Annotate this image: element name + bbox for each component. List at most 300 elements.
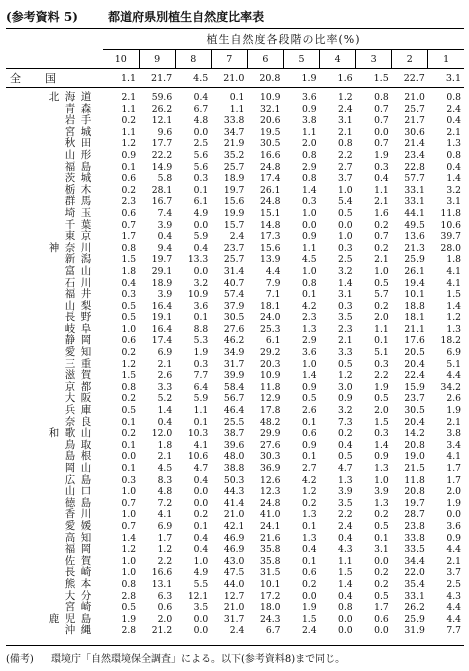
table-cell: 18.8 <box>404 300 425 312</box>
prefecture-char: 山 <box>80 264 92 277</box>
table-cell: 4.4 <box>446 613 461 625</box>
prefecture-char: 梨 <box>80 299 92 312</box>
table-cell: 0.2 <box>301 578 317 590</box>
footnote-text: 環境庁「自然環境保全調査」による。以下(参考資料8)まで同じ。 <box>51 654 346 665</box>
prefecture-char <box>48 440 60 452</box>
table-cell: 27.6 <box>223 323 245 335</box>
table-cell: 26.1 <box>404 265 425 277</box>
prefecture-char: 取 <box>80 438 92 451</box>
prefecture-char <box>48 625 60 637</box>
table-cell: 2.4 <box>301 625 317 637</box>
prefecture-char: 島 <box>80 496 92 509</box>
prefecture-char: 形 <box>80 148 92 161</box>
table-cell: 5.8 <box>157 173 173 185</box>
table-cell: 0.9 <box>121 149 137 161</box>
table-cell: 1.4 <box>157 405 173 417</box>
table-cell: 3.9 <box>374 486 389 498</box>
table-cell: 3.1 <box>374 544 389 556</box>
prefecture-char: 愛 <box>64 519 76 532</box>
table-cell: 2.3 <box>301 312 317 324</box>
national-value: 21.0 <box>211 69 247 88</box>
prefecture-char: 埼 <box>64 206 76 219</box>
table-cell: 0.2 <box>338 428 353 440</box>
table-cell: 4.5 <box>157 463 173 474</box>
table-cell: 1.4 <box>301 184 317 196</box>
table-cell: 0.7 <box>374 103 389 115</box>
table-cell: 1.3 <box>374 497 389 509</box>
table-cell: 3.0 <box>338 381 353 393</box>
column-header-7: 7 <box>211 50 247 69</box>
table-cell: 0.6 <box>301 567 317 579</box>
table-cell: 1.9 <box>446 405 461 417</box>
table-cell: 0.7 <box>374 138 389 150</box>
value-column-4 <box>320 88 356 646</box>
table-cell: 1.9 <box>374 149 389 161</box>
prefecture-char: 知 <box>80 346 92 359</box>
table-cell: 38.8 <box>223 463 245 474</box>
footnote <box>6 650 345 665</box>
table-cell: 5.3 <box>193 335 209 347</box>
table-cell: 2.0 <box>157 613 173 625</box>
prefecture-char: 沖 <box>64 624 76 637</box>
table-cell: 17.7 <box>151 138 173 150</box>
table-cell: 0.2 <box>121 115 137 127</box>
table-cell: 3.3 <box>157 381 173 393</box>
table-cell: 2.0 <box>374 312 389 324</box>
table-cell: 0.1 <box>301 520 317 532</box>
table-cell: 0.0 <box>301 219 317 231</box>
table-cell: 32.1 <box>260 103 281 115</box>
table-cell: 3.2 <box>446 184 461 196</box>
table-cell: 25.7 <box>223 254 245 266</box>
prefecture-char <box>48 115 60 127</box>
table-cell: 0.8 <box>121 242 137 254</box>
table-cell: 2.6 <box>446 393 461 405</box>
table-cell: 1.5 <box>121 370 137 382</box>
prefecture-char <box>48 173 60 185</box>
table-cell: 2.2 <box>157 555 173 567</box>
table-cell: 0.3 <box>338 242 353 254</box>
table-cell: 5.9 <box>193 231 209 243</box>
table-cell: 25.7 <box>404 103 425 115</box>
table-cell: 39.6 <box>223 439 245 451</box>
table-cell: 31.7 <box>223 358 245 370</box>
table-cell: 0.1 <box>121 439 137 451</box>
table-cell: 46.2 <box>223 335 245 347</box>
table-cell: 1.4 <box>301 370 317 382</box>
prefecture-char <box>48 359 60 371</box>
prefecture-char: 井 <box>80 288 92 301</box>
table-cell: 1.0 <box>301 207 317 219</box>
table-cell: 5.9 <box>193 393 209 405</box>
value-column-9 <box>139 88 175 646</box>
table-cell: 0.0 <box>374 555 389 567</box>
table-cell: 0.9 <box>301 439 317 451</box>
prefecture-char: 奈 <box>64 415 76 428</box>
table-cell: 0.7 <box>121 520 137 532</box>
table-cell: 4.4 <box>446 544 461 556</box>
table-cell: 18.9 <box>151 277 173 289</box>
table-cell: 1.9 <box>301 602 317 614</box>
table-cell: 25.9 <box>404 254 425 266</box>
table-cell: 0.8 <box>121 381 137 393</box>
table-cell: 1.1 <box>301 242 317 254</box>
prefecture-char: 山 <box>64 299 76 312</box>
prefecture-char <box>48 104 60 116</box>
table-cell: 36.9 <box>260 463 281 474</box>
prefecture-char: 本 <box>80 577 92 590</box>
table-cell: 0.3 <box>374 358 389 370</box>
table-cell: 1.4 <box>121 532 137 544</box>
column-header-3: 3 <box>356 50 392 69</box>
table-cell: 2.6 <box>157 370 173 382</box>
table-cell: 24.8 <box>260 161 281 173</box>
prefecture-char <box>48 150 60 162</box>
prefecture-char: 京 <box>64 380 76 393</box>
table-cell: 23.4 <box>404 149 425 161</box>
table-cell: 0.1 <box>121 416 137 428</box>
table-cell: 10.9 <box>260 92 281 103</box>
table-cell: 0.1 <box>121 463 137 474</box>
prefecture-char: 賀 <box>80 554 92 567</box>
prefecture-char: 石 <box>64 276 76 289</box>
table-cell: 2.1 <box>338 335 353 347</box>
table-cell: 8.8 <box>193 323 209 335</box>
table-cell: 33.5 <box>404 544 425 556</box>
table-cell: 34.7 <box>223 126 245 138</box>
table-cell: 1.3 <box>301 323 317 335</box>
table-cell: 1.2 <box>121 544 137 556</box>
table-cell: 38.7 <box>223 428 245 440</box>
table-cell: 0.5 <box>121 300 137 312</box>
page-title: 都道府県別植生自然度比率表 <box>108 10 265 24</box>
prefecture-char <box>48 405 60 417</box>
table-cell: 35.2 <box>223 149 245 161</box>
table-cell: 21.1 <box>404 323 425 335</box>
prefecture-char <box>48 370 60 382</box>
table-cell: 1.0 <box>301 358 317 370</box>
footnote-label: (備考) <box>6 654 34 665</box>
table-cell: 1.7 <box>157 532 173 544</box>
table-cell: 44.3 <box>223 486 245 498</box>
table-cell: 3.1 <box>446 196 461 208</box>
table-cell: 12.7 <box>223 590 245 602</box>
table-cell: 5.1 <box>374 347 389 359</box>
table-cell: 41.0 <box>260 509 281 521</box>
table-cell: 18.1 <box>260 300 281 312</box>
prefecture-char <box>48 185 60 197</box>
table-cell: 39.7 <box>440 231 461 243</box>
value-column-6 <box>247 88 283 646</box>
table-cell: 3.9 <box>157 289 173 301</box>
prefecture-char: 滋 <box>64 369 76 382</box>
table-cell: 1.3 <box>301 509 317 521</box>
prefecture-char: 賀 <box>80 369 92 382</box>
table-cell: 0.4 <box>193 92 209 103</box>
prefecture-rows <box>6 88 464 646</box>
prefecture-char: 庫 <box>80 404 92 417</box>
table-cell: 1.4 <box>446 300 461 312</box>
table-cell: 4.3 <box>446 590 461 602</box>
prefecture-char: 長 <box>64 566 76 579</box>
table-cell: 1.0 <box>193 555 209 567</box>
table-cell: 28.0 <box>440 242 461 254</box>
prefecture-char: 崎 <box>80 601 92 614</box>
table-cell: 1.1 <box>374 323 389 335</box>
table-cell: 29.2 <box>260 347 281 359</box>
table-cell: 1.0 <box>121 323 137 335</box>
table-cell: 0.0 <box>193 126 209 138</box>
prefecture-char: 重 <box>80 357 92 370</box>
table-cell: 1.9 <box>374 381 389 393</box>
table-cell: 11.8 <box>404 474 425 486</box>
prefecture-char: 玉 <box>80 206 92 219</box>
table-cell: 1.1 <box>301 126 317 138</box>
table-cell: 6.3 <box>157 590 173 602</box>
prefecture-char <box>48 196 60 208</box>
national-value: 1.1 <box>103 69 139 88</box>
table-cell: 0.2 <box>121 347 137 359</box>
prefecture-char: 茨 <box>64 172 76 185</box>
table-cell: 29.9 <box>260 428 281 440</box>
table-cell: 1.9 <box>121 613 137 625</box>
prefecture-char: 福 <box>64 288 76 301</box>
prefecture-char <box>48 544 60 556</box>
table-cell: 5.1 <box>446 358 461 370</box>
table-cell: 5.6 <box>193 149 209 161</box>
table-cell: 0.5 <box>121 405 137 417</box>
table-cell: 1.2 <box>157 544 173 556</box>
table-cell: 2.2 <box>374 370 389 382</box>
table-cell: 22.2 <box>151 149 173 161</box>
table-cell: 1.2 <box>338 370 353 382</box>
table-cell: 3.9 <box>157 219 173 231</box>
page-heading <box>6 8 264 25</box>
table-cell: 33.1 <box>404 196 425 208</box>
table-cell: 44.1 <box>404 207 425 219</box>
prefecture-char: 山 <box>80 462 92 474</box>
table-cell: 22.0 <box>404 567 425 579</box>
prefecture-char: 千 <box>64 218 76 231</box>
table-cell: 39.9 <box>223 370 245 382</box>
table-cell: 9.6 <box>157 126 173 138</box>
table-cell: 1.1 <box>229 103 245 115</box>
table-cell: 2.1 <box>446 555 461 567</box>
table-cell: 0.4 <box>338 590 353 602</box>
table-cell: 0.1 <box>374 532 389 544</box>
table-cell: 21.0 <box>223 602 245 614</box>
table-cell: 2.1 <box>374 196 389 208</box>
table-cell: 16.4 <box>151 323 173 335</box>
prefecture-char <box>48 521 60 533</box>
table-cell: 1.3 <box>374 463 389 474</box>
table-cell: 25.5 <box>223 416 245 428</box>
table-cell: 21.9 <box>223 138 245 150</box>
table-cell: 10.9 <box>187 289 209 301</box>
table-cell: 4.4 <box>446 602 461 614</box>
table-cell: 20.6 <box>260 115 281 127</box>
table-cell: 4.1 <box>446 277 461 289</box>
table-cell: 43.0 <box>223 555 245 567</box>
table-cell: 6.4 <box>193 381 209 393</box>
table-cell: 1.3 <box>301 532 317 544</box>
prefecture-char: 長 <box>64 311 76 324</box>
prefecture-char: 宮 <box>64 125 76 138</box>
table-cell: 0.8 <box>121 578 137 590</box>
table-cell: 19.5 <box>260 126 281 138</box>
prefecture-char: 三 <box>64 357 76 370</box>
prefecture-char: 静 <box>64 334 76 347</box>
table-cell: 0.6 <box>374 613 389 625</box>
table-cell: 0.9 <box>338 393 353 405</box>
table-cell: 15.9 <box>404 381 425 393</box>
table-cell: 35.4 <box>404 578 425 590</box>
prefecture-char: 城 <box>80 125 92 138</box>
table-cell: 1.5 <box>121 254 137 266</box>
national-label: 全国 <box>6 69 103 88</box>
table-cell: 26.1 <box>260 184 281 196</box>
table-cell: 33.8 <box>404 532 425 544</box>
table-cell: 14.8 <box>260 219 281 231</box>
table-cell: 3.5 <box>338 497 353 509</box>
prefecture-char <box>48 463 60 475</box>
table-cell: 46.9 <box>223 544 245 556</box>
prefecture-char <box>48 498 60 510</box>
table-cell: 21.0 <box>404 92 425 103</box>
prefecture-char: 鳥 <box>64 438 76 451</box>
table-cell: 17.4 <box>260 173 281 185</box>
prefecture-char: 栃 <box>64 183 76 196</box>
table-cell: 4.1 <box>157 509 173 521</box>
table-cell: 0.1 <box>193 312 209 324</box>
table-cell: 0.4 <box>121 277 137 289</box>
table-cell: 0.3 <box>193 358 209 370</box>
table-cell: 10.1 <box>260 578 281 590</box>
prefecture-char <box>48 475 60 487</box>
prefecture-char: 児 <box>64 612 76 625</box>
table-cell: 4.2 <box>301 474 317 486</box>
table-cell: 1.2 <box>121 138 137 150</box>
prefecture-char: 葉 <box>80 218 92 231</box>
prefecture-char <box>48 127 60 139</box>
table-cell: 2.1 <box>374 254 389 266</box>
table-cell: 0.0 <box>374 126 389 138</box>
table-cell: 1.9 <box>193 347 209 359</box>
table-cell: 1.0 <box>374 265 389 277</box>
table-cell: 0.1 <box>193 184 209 196</box>
table-cell: 4.4 <box>446 370 461 382</box>
table-cell: 0.0 <box>374 625 389 637</box>
table-cell: 25.3 <box>260 323 281 335</box>
table-cell: 3.1 <box>338 289 353 301</box>
table-cell: 0.0 <box>193 486 209 498</box>
table-cell: 0.1 <box>229 92 245 103</box>
prefecture-char <box>48 533 60 545</box>
table-cell: 1.0 <box>374 474 389 486</box>
table-cell: 0.1 <box>301 289 317 301</box>
table-cell: 3.1 <box>338 115 353 127</box>
national-value: 21.7 <box>139 69 175 88</box>
table-cell: 0.0 <box>338 625 353 637</box>
group-header: 植生自然度各段階の比率(%) <box>103 29 464 50</box>
value-column-7 <box>211 88 247 646</box>
table-cell: 3.4 <box>446 439 461 451</box>
prefecture-char: 根 <box>80 450 92 463</box>
prefecture-char: 東 <box>64 230 76 243</box>
prefecture-char: 愛 <box>64 346 76 359</box>
prefecture-char <box>48 393 60 405</box>
table-cell: 6.1 <box>193 196 209 208</box>
table-cell: 0.5 <box>374 393 389 405</box>
prefecture-char: 佐 <box>64 554 76 567</box>
table-cell: 0.4 <box>338 532 353 544</box>
table-cell: 0.7 <box>374 231 389 243</box>
table-cell: 0.3 <box>121 474 137 486</box>
prefecture-char: 田 <box>80 137 92 150</box>
table-cell: 6.1 <box>265 335 281 347</box>
table-cell: 0.6 <box>121 335 137 347</box>
table-cell: 20.8 <box>404 439 425 451</box>
table-cell: 4.9 <box>193 567 209 579</box>
table-cell: 0.3 <box>338 300 353 312</box>
table-cell: 4.7 <box>338 463 353 474</box>
table-cell: 24.1 <box>260 520 281 532</box>
prefecture-char: 福 <box>64 543 76 556</box>
table-cell: 6.7 <box>265 625 281 637</box>
table-cell: 2.1 <box>157 451 173 463</box>
table-cell: 0.7 <box>121 497 137 509</box>
table-cell: 28.7 <box>404 509 425 521</box>
table-cell: 0.1 <box>193 416 209 428</box>
table-cell: 30.5 <box>223 312 245 324</box>
value-column-3 <box>356 88 392 646</box>
table-cell: 0.4 <box>301 544 317 556</box>
prefecture-char <box>48 486 60 498</box>
table-cell: 10.9 <box>260 370 281 382</box>
table-cell: 10.6 <box>187 451 209 463</box>
value-column-1 <box>428 88 464 646</box>
table-cell: 15.1 <box>260 207 281 219</box>
prefecture-char: 奈 <box>64 241 76 254</box>
table-cell: 24.3 <box>260 613 281 625</box>
table-cell: 2.5 <box>446 578 461 590</box>
table-cell: 18.0 <box>260 602 281 614</box>
table-cell: 3.6 <box>193 300 209 312</box>
table-cell: 0.8 <box>301 173 317 185</box>
table-cell: 21.6 <box>260 532 281 544</box>
table-cell: 5.6 <box>193 161 209 173</box>
table-cell: 0.0 <box>446 509 461 521</box>
table-cell: 3.2 <box>193 277 209 289</box>
national-value: 22.7 <box>392 69 428 88</box>
table-cell: 0.9 <box>301 381 317 393</box>
prefecture-char: 媛 <box>80 519 92 532</box>
table-cell: 48.0 <box>223 451 245 463</box>
table-cell: 5.5 <box>193 578 209 590</box>
prefecture-char: 知 <box>80 531 92 544</box>
table-cell: 56.7 <box>223 393 245 405</box>
table-cell: 13.6 <box>404 231 425 243</box>
table-cell: 30.6 <box>404 126 425 138</box>
table-cell: 25.9 <box>404 613 425 625</box>
table-cell: 7.1 <box>265 289 281 301</box>
table-cell: 29.1 <box>151 265 173 277</box>
table-cell: 1.0 <box>338 231 353 243</box>
table-cell: 25.7 <box>223 161 245 173</box>
table-cell: 19.7 <box>151 254 173 266</box>
table-cell: 0.2 <box>374 300 389 312</box>
table-cell: 0.8 <box>374 92 389 103</box>
